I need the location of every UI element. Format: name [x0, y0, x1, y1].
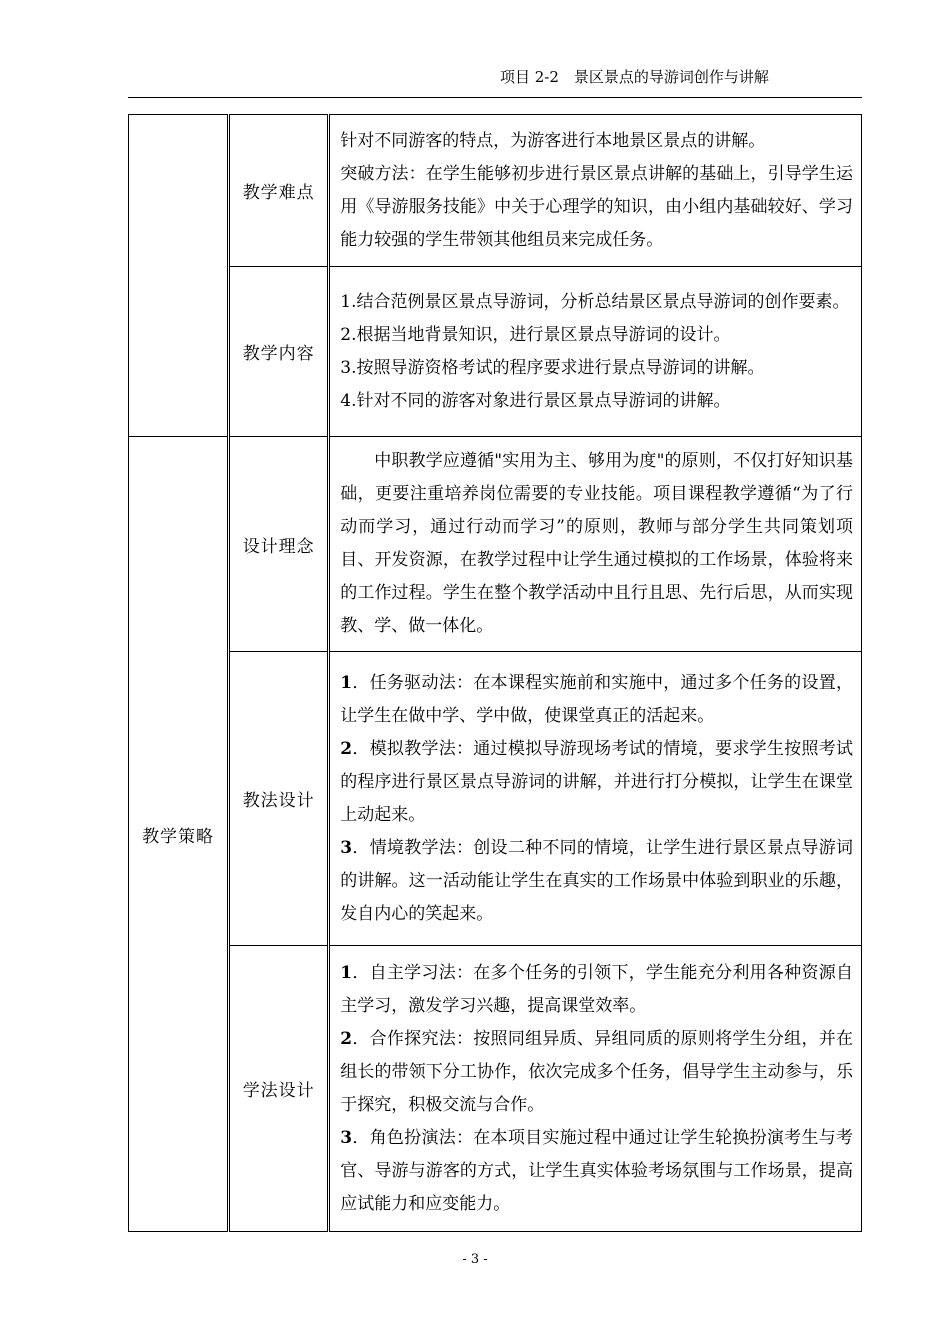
table-row: [129, 115, 862, 267]
row-label-difficulty: 教学难点: [229, 115, 329, 267]
paragraph: 突破方法：在学生能够初步进行景区景点讲解的基础上，引导学生运用《导游服务技能》中关于心理学的知识，由小组内基础较好、学习能力较强的学生带领其他组员来完成任务。: [340, 163, 853, 250]
page-number: - 3 -: [462, 1252, 488, 1267]
learning-method-content: [329, 946, 862, 1232]
paragraph: 针对不同游客的特点，为游客进行本地景区景点的讲解。: [340, 130, 766, 151]
teaching-method-content: [329, 652, 862, 946]
list-item: 2.根据当地背景知识，进行景区景点导游词的设计。: [340, 324, 731, 345]
list-item: 3．情境教学法：创设二种不同的情境，让学生进行景区景点导游词的讲解。这一活动能让学生在真实的工作场景中体验到职业的乐趣，发自内心的笑起来。: [340, 837, 853, 924]
paragraph: 中职教学应遵循"实用为主、够用为度"的原则，不仅打好知识基础，更要注重培养岗位需要的专业技能。项目课程教学遵循“为了行动而学习，通过行动而学习”的原则，教师与部分学生共同策划项目、开发资源，在教学过程中让学生通过模拟的工作场景，体验将来的工作过程。学生在整个教学活动中且行且思、先行后思，从而实现教、学、做一体化。: [340, 451, 853, 636]
list-item: 2．合作探究法：按照同组异质、异组同质的原则将学生分组，并在组长的带领下分工协作，依次完成多个任务，倡导学生主动参与，乐于探究，积极交流与合作。: [340, 1028, 853, 1115]
list-item: 3．角色扮演法：在本项目实施过程中通过让学生轮换扮演考生与考官、导游与游客的方式，让学生真实体验考场氛围与工作场景，提高应试能力和应变能力。: [340, 1127, 853, 1214]
design-concept: [329, 437, 862, 652]
list-item: 1．自主学习法：在多个任务的引领下，学生能充分利用各种资源自主学习，激发学习兴趣，提高课堂效率。: [340, 962, 853, 1016]
teaching-content: [329, 267, 862, 437]
table-row: [129, 652, 862, 946]
list-item: 3.按照导游资格考试的程序要求进行景点导游词的讲解。: [340, 357, 765, 378]
table-row: [129, 267, 862, 437]
difficulty-content: [329, 115, 862, 267]
running-header: 项目 2-2 景区景点的导游词创作与讲解: [500, 68, 769, 86]
row-label-teaching-method: 教法设计: [229, 652, 329, 946]
row-label-strategy: 教学策略: [129, 437, 229, 1232]
list-item: 4.针对不同的游客对象进行景区景点导游词的讲解。: [340, 390, 731, 411]
lesson-plan-table: [128, 114, 862, 1232]
list-item: 2．模拟教学法：通过模拟导游现场考试的情境，要求学生按照考试的程序进行景区景点导游词的讲解，并进行打分模拟，让学生在课堂上动起来。: [340, 738, 853, 825]
list-item: 1．任务驱动法：在本课程实施前和实施中，通过多个任务的设置，让学生在做中学、学中做，使课堂真正的活起来。: [340, 672, 853, 726]
header-rule: [128, 97, 862, 98]
list-item: 1.结合范例景区景点导游词，分析总结景区景点导游词的创作要素。: [340, 291, 850, 312]
row-label-learning-method: 学法设计: [229, 946, 329, 1232]
table-row: [129, 946, 862, 1232]
blank-cell: [129, 115, 229, 437]
row-label-content: 教学内容: [229, 267, 329, 437]
table-row: [129, 437, 862, 652]
row-label-design: 设计理念: [229, 437, 329, 652]
